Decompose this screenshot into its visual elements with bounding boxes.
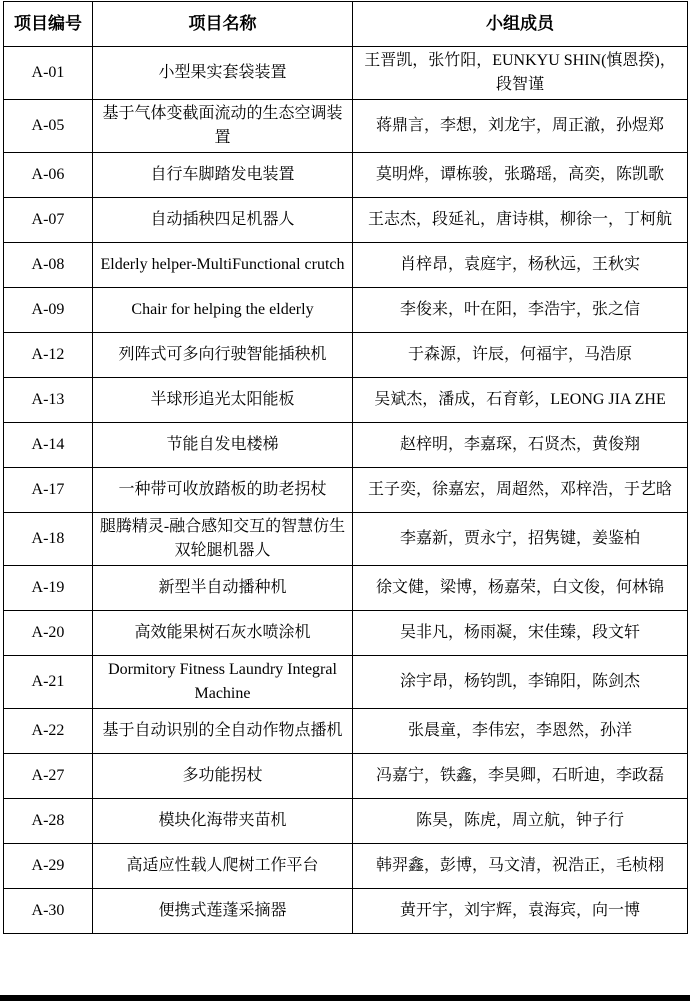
table-row <box>4 799 688 844</box>
group-members-cell: 肖梓昂，袁庭宇，杨秋远，王秋实 <box>353 243 688 288</box>
project-name-cell: 小型果实套袋装置 <box>93 47 353 100</box>
project-name-cell: Chair for helping the elderly <box>93 288 353 333</box>
project-name-cell: 便携式莲蓬采摘器 <box>93 889 353 934</box>
group-members-cell: 张晨童，李伟宏，李恩然，孙洋 <box>353 709 688 754</box>
group-members-cell: 吴非凡，杨雨凝，宋佳臻，段文轩 <box>353 611 688 656</box>
project-id-cell: A-22 <box>4 709 93 754</box>
project-id-cell: A-13 <box>4 378 93 423</box>
table-row <box>4 566 688 611</box>
project-name-cell: 自动插秧四足机器人 <box>93 198 353 243</box>
project-members-table <box>3 1 688 934</box>
project-id-cell: A-05 <box>4 100 93 153</box>
table-row <box>4 100 688 153</box>
group-members-cell: 涂宇昂，杨钧凯，李锦阳，陈剑杰 <box>353 656 688 709</box>
table-row <box>4 844 688 889</box>
group-members-cell: 王晋凯，张竹阳，EUNKYU SHIN(慎恩揆)，段智谨 <box>353 47 688 100</box>
header-row <box>4 2 688 47</box>
table-row <box>4 611 688 656</box>
table-row <box>4 889 688 934</box>
project-name-cell: 一种带可收放踏板的助老拐杖 <box>93 468 353 513</box>
table-row <box>4 47 688 100</box>
project-name-cell: 半球形追光太阳能板 <box>93 378 353 423</box>
project-id-cell: A-19 <box>4 566 93 611</box>
table-row <box>4 198 688 243</box>
project-id-cell: A-27 <box>4 754 93 799</box>
group-members-cell: 王子奕，徐嘉宏，周超然，邓梓浩，于艺晗 <box>353 468 688 513</box>
project-name-cell: Elderly helper-MultiFunctional crutch <box>93 243 353 288</box>
project-id-cell: A-29 <box>4 844 93 889</box>
project-id-cell: A-06 <box>4 153 93 198</box>
group-members-cell: 莫明烨，谭栋骏，张璐瑶，高奕，陈凯歌 <box>353 153 688 198</box>
project-name-cell: 自行车脚踏发电装置 <box>93 153 353 198</box>
project-id-cell: A-01 <box>4 47 93 100</box>
project-id-cell: A-30 <box>4 889 93 934</box>
table-row <box>4 709 688 754</box>
group-members-cell: 冯嘉宁，铁鑫，李昊卿，石昕迪，李政磊 <box>353 754 688 799</box>
project-name-cell: 高效能果树石灰水喷涂机 <box>93 611 353 656</box>
group-members-cell: 吴斌杰，潘成，石育彰，LEONG JIA ZHE <box>353 378 688 423</box>
project-name-cell: 基于气体变截面流动的生态空调装置 <box>93 100 353 153</box>
group-members-cell: 李俊来，叶在阳，李浩宇，张之信 <box>353 288 688 333</box>
table-row <box>4 333 688 378</box>
group-members-cell: 韩羿鑫，彭博，马文清，祝浩正，毛桢栩 <box>353 844 688 889</box>
header-project-name: 项目名称 <box>93 2 353 47</box>
table-row <box>4 423 688 468</box>
header-project-id: 项目编号 <box>4 2 93 47</box>
project-id-cell: A-21 <box>4 656 93 709</box>
table-row <box>4 468 688 513</box>
table-row <box>4 153 688 198</box>
project-id-cell: A-14 <box>4 423 93 468</box>
project-id-cell: A-20 <box>4 611 93 656</box>
group-members-cell: 黄开宇，刘宇辉，袁海宾，向一博 <box>353 889 688 934</box>
project-name-cell: Dormitory Fitness Laundry Integral Machine <box>93 656 353 709</box>
project-name-cell: 节能自发电楼梯 <box>93 423 353 468</box>
project-name-cell: 列阵式可多向行驶智能插秧机 <box>93 333 353 378</box>
project-id-cell: A-07 <box>4 198 93 243</box>
table-row <box>4 243 688 288</box>
project-name-cell: 多功能拐杖 <box>93 754 353 799</box>
group-members-cell: 于森源，许辰，何福宇，马浩原 <box>353 333 688 378</box>
project-id-cell: A-08 <box>4 243 93 288</box>
table-row <box>4 378 688 423</box>
table-row <box>4 656 688 709</box>
table-row <box>4 754 688 799</box>
project-name-cell: 新型半自动播种机 <box>93 566 353 611</box>
page-bottom-border <box>0 995 690 1001</box>
table-body <box>4 47 688 934</box>
group-members-cell: 陈昊，陈虎，周立航，钟子行 <box>353 799 688 844</box>
table-header <box>4 2 688 47</box>
group-members-cell: 赵梓明，李嘉琛，石贤杰，黄俊翔 <box>353 423 688 468</box>
table-row <box>4 288 688 333</box>
project-id-cell: A-09 <box>4 288 93 333</box>
project-id-cell: A-12 <box>4 333 93 378</box>
project-name-cell: 模块化海带夹苗机 <box>93 799 353 844</box>
group-members-cell: 王志杰，段延礼，唐诗棋，柳徐一，丁柯航 <box>353 198 688 243</box>
project-id-cell: A-18 <box>4 513 93 566</box>
group-members-cell: 徐文健，梁博，杨嘉荣，白文俊，何林锦 <box>353 566 688 611</box>
project-name-cell: 腿腾精灵-融合感知交互的智慧仿生双轮腿机器人 <box>93 513 353 566</box>
table-row <box>4 513 688 566</box>
project-name-cell: 基于自动识别的全自动作物点播机 <box>93 709 353 754</box>
group-members-cell: 李嘉新，贾永宁，招隽键，姜鉴柏 <box>353 513 688 566</box>
project-id-cell: A-28 <box>4 799 93 844</box>
project-name-cell: 高适应性载人爬树工作平台 <box>93 844 353 889</box>
group-members-cell: 蒋鼎言，李想，刘龙宇，周正澈，孙煜郑 <box>353 100 688 153</box>
project-id-cell: A-17 <box>4 468 93 513</box>
header-group-members: 小组成员 <box>353 2 688 47</box>
